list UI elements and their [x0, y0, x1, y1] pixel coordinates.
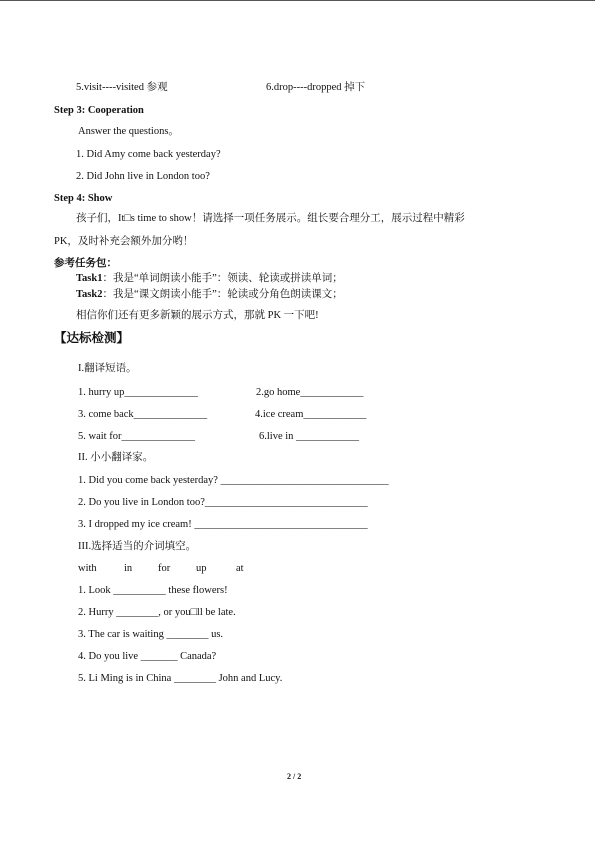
- part1-item-6: 6.live in ____________: [259, 431, 360, 442]
- part1-item-5: 5. wait for______________: [78, 431, 195, 442]
- task2-text: ：我是“课文朗读小能手”：轮读或分角色朗读课文；: [102, 289, 343, 300]
- part3-option-with: with: [78, 563, 97, 574]
- part3-item-3: 3. The car is waiting ________ us.: [78, 629, 224, 640]
- task1-text: ：我是“单词朗读小能手”：领读、轮读或拼读单词；: [102, 273, 343, 284]
- page-number: 2 / 2: [287, 772, 302, 781]
- part2-item-1: 1. Did you come back yesterday? ________________________________: [78, 475, 389, 486]
- vocab-item-5: 5.visit----visited 参观: [76, 82, 168, 93]
- part3-item-1: 1. Look __________ these flowers!: [78, 585, 228, 596]
- task2-label: Task2: [76, 289, 103, 300]
- task1-line: [76, 272, 343, 285]
- vocab-item-6: 6.drop----dropped 掉下: [266, 82, 366, 93]
- task2-line: [76, 288, 343, 301]
- part3-item-5: 5. Li Ming is in China ________ John and Lucy.: [78, 673, 283, 684]
- task1-label: Task1: [76, 273, 103, 284]
- step3-question-1: 1. Did Amy come back yesterday?: [76, 149, 221, 160]
- part3-item-4: 4. Do you live _______ Canada?: [78, 651, 217, 662]
- part2-title: II. 小小翻译家。: [78, 452, 154, 463]
- step4-line-1: 孩子们，It□s time to show！请选择一项任务展示。组长要合理分工，展示过程中精彩: [76, 213, 465, 224]
- test-section-title: 【达标检测】: [54, 330, 130, 345]
- taskpack-title: 参考任务包：: [54, 258, 117, 269]
- part3-option-up: up: [196, 563, 207, 574]
- part1-title: I.翻译短语。: [78, 363, 137, 374]
- part3-option-for: for: [158, 563, 171, 574]
- part3-option-in: in: [124, 563, 133, 574]
- part1-item-4: 4.ice cream____________: [255, 409, 367, 420]
- step3-instruction: Answer the questions。: [78, 126, 179, 137]
- part2-item-3: 3. I dropped my ice cream! _________________________________: [78, 519, 368, 530]
- part3-item-2: 2. Hurry ________, or you□ll be late.: [78, 607, 236, 618]
- part1-item-1: 1. hurry up______________: [78, 387, 198, 398]
- step4-title: Step 4: Show: [54, 193, 113, 204]
- part1-item-2: 2.go home____________: [256, 387, 364, 398]
- step3-question-2: 2. Did John live in London too?: [76, 171, 210, 182]
- part3-option-at: at: [236, 563, 244, 574]
- top-border-line: [0, 0, 595, 1]
- step3-title: Step 3: Cooperation: [54, 105, 144, 116]
- taskpack-closing: 相信你们还有更多新颖的展示方式，那就 PK 一下吧!: [76, 310, 319, 321]
- part3-title: III.选择适当的介词填空。: [78, 541, 197, 552]
- step4-line-2: PK，及时补充会额外加分哟！: [54, 236, 194, 247]
- part2-item-2: 2. Do you live in London too?_______________________________: [78, 497, 368, 508]
- part1-item-3: 3. come back______________: [78, 409, 208, 420]
